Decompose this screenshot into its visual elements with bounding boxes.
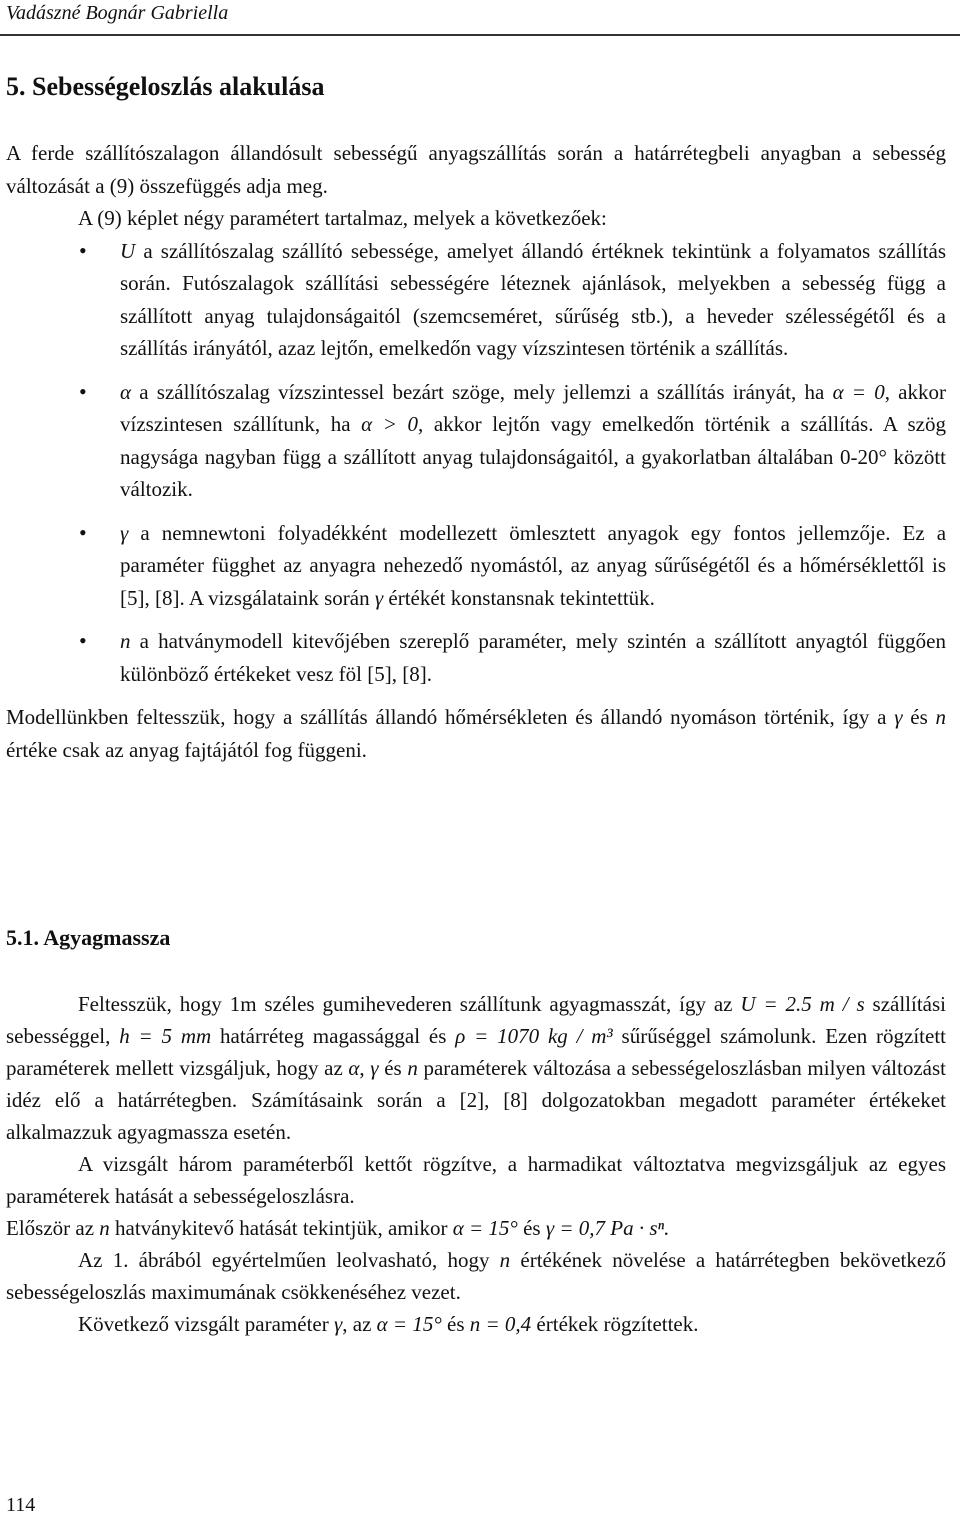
list-item (6, 235, 946, 365)
section-title: 5. Sebességeloszlás alakulása (6, 72, 325, 101)
bullet-text: , akkor lejtőn vagy emelkedőn történik a szállítás. A szög nagysága nagyban függ a szállított anyag tulajdonságaitól, a gyakorlatban általában (120, 412, 946, 469)
equation: U = 2.5 m / s (740, 992, 865, 1016)
text: paraméterek változása a sebességeloszlásban milyen változást idéz elő a határrétegben. Számításaink során a [2], [8] dolgozatokban megadott paraméter értékeket alkalmazzuk agyagmassza esetén. (6, 1056, 946, 1144)
bullet-symbol: U (120, 238, 136, 263)
paragraph (6, 1212, 946, 1244)
model-paragraph (6, 701, 946, 766)
list-item (6, 625, 946, 690)
text: Először az (6, 1216, 95, 1240)
text: értékének növelése a határrétegben bekövetkező sebességeloszlás maximumának csökkenéséhez vezet. (6, 1248, 947, 1304)
section-body (6, 137, 946, 766)
parameter-list (6, 235, 946, 691)
intro-paragraph: A ferde szállítószalagon állandósult sebességű anyagszállítás során a határrétegbeli anyagban a sebesség változását a (9) összefüggés adja meg. (6, 141, 946, 198)
angle-range: 0-20° (839, 444, 887, 469)
equation: γ = 0,7 Pa · sⁿ. (545, 1216, 670, 1240)
text: Következő vizsgált paraméter (78, 1312, 329, 1336)
equation: α = 15° (452, 1216, 518, 1240)
text: sűrűséggel számolunk. Ezen rögzített paraméterek mellett vizsgáljuk, hogy az (6, 1024, 947, 1080)
text: és (523, 1216, 541, 1240)
equation: n = 0,4 (469, 1312, 532, 1336)
symbol: γ (374, 585, 384, 610)
bullet-text: értékét konstansnak tekintettük. (388, 585, 655, 610)
text: , (359, 1056, 365, 1080)
bullet-symbol: α (120, 379, 132, 404)
symbol: γ (894, 705, 903, 729)
text: határréteg magassággal és (220, 1024, 447, 1048)
equation: α = 0 (832, 379, 885, 404)
equation: ρ = 1070 kg / m³ (455, 1024, 613, 1048)
params-intro: A (9) képlet négy paramétert tartalmaz, melyek a következőek: (78, 206, 607, 230)
symbol: n (499, 1248, 511, 1272)
bullet-symbol: n (120, 629, 131, 653)
text: értékek rögzítettek. (536, 1312, 699, 1336)
symbol: n (935, 705, 947, 729)
subsection-body (6, 988, 946, 1340)
bullet-text: a szállítószalag vízszintessel bezárt szöge, mely jellemzi a szállítás irányát, ha (139, 379, 825, 404)
text: és (910, 705, 928, 729)
text: értéke csak az anyag fajtájától fog függeni. (6, 737, 367, 762)
symbol: α (348, 1056, 360, 1080)
bullet-symbol: γ (120, 520, 129, 545)
subsection-title: 5.1. Agyagmassza (6, 925, 171, 950)
page-number: 114 (6, 1494, 36, 1516)
bullet-text: a hatványmodell kitevőjében szereplő paraméter, mely szintén a szállított anyagtól függően különböző értékeket vesz föl [5], [8]. (120, 629, 946, 686)
paragraph (6, 1244, 946, 1308)
symbol: γ (333, 1312, 343, 1336)
bullet-text: , akkor vízszintesen szállítunk, ha (120, 379, 946, 436)
bullet-text: a szállítószalag szállító sebessége, amelyet állandó értéknek tekintünk a folyamatos szállítás során. Futószalagok szállítási sebességére léteznek ajánlások, melyekben a sebesség függ a szállított anyag tulajdonságaitól (szemcseméret, sűrűség stb.), a heveder szélességétől és a szállítás irányától, azaz lejtőn, emelkedőn vagy vízszintesen történik a szállítás. (120, 238, 947, 360)
equation: α = 15° (376, 1312, 442, 1336)
symbol: n (99, 1216, 110, 1240)
paragraph (6, 988, 946, 1148)
header-rule (0, 34, 960, 36)
text: szállítási sebességgel, (6, 992, 947, 1048)
paragraph: A vizsgált három paraméterből kettőt rögzítve, a harmadikat változtatva megvizsgáljuk az egyes paraméterek hatását a sebességeloszlásra. (6, 1152, 946, 1208)
equation: α > 0 (361, 412, 418, 436)
text: és (384, 1056, 402, 1080)
text: , az (342, 1312, 372, 1336)
text: Feltesszük, hogy 1m széles gumihevederen szállítunk agyagmasszát, így az (78, 992, 733, 1016)
list-item (6, 376, 946, 506)
text: Modellünkben feltesszük, hogy a szállítás állandó hőmérsékleten és állandó nyomáson történik, így a (6, 705, 887, 729)
bullet-text: között változik. (120, 444, 947, 501)
text: Az 1. ábrából egyértelműen leolvasható, hogy (78, 1248, 490, 1272)
symbol: n (407, 1056, 418, 1080)
equation: h = 5 mm (119, 1024, 212, 1048)
symbol: γ (370, 1056, 379, 1080)
list-item (6, 517, 946, 615)
text: hatványkitevő hatását tekintjük, amikor (115, 1216, 448, 1240)
paragraph (6, 1308, 946, 1340)
bullet-text: a nemnewtoni folyadékként modellezett ömlesztett anyagok egy fontos jellemzője. Ez a paraméter függhet az anyagra nehezedő nyomástól, az anyag sűrűségétől és a hőmérséklettől is [5], [8]. A vizsgálataink során (120, 520, 947, 610)
text: és (447, 1312, 465, 1336)
running-head: Vadászné Bognár Gabriella (6, 2, 229, 24)
